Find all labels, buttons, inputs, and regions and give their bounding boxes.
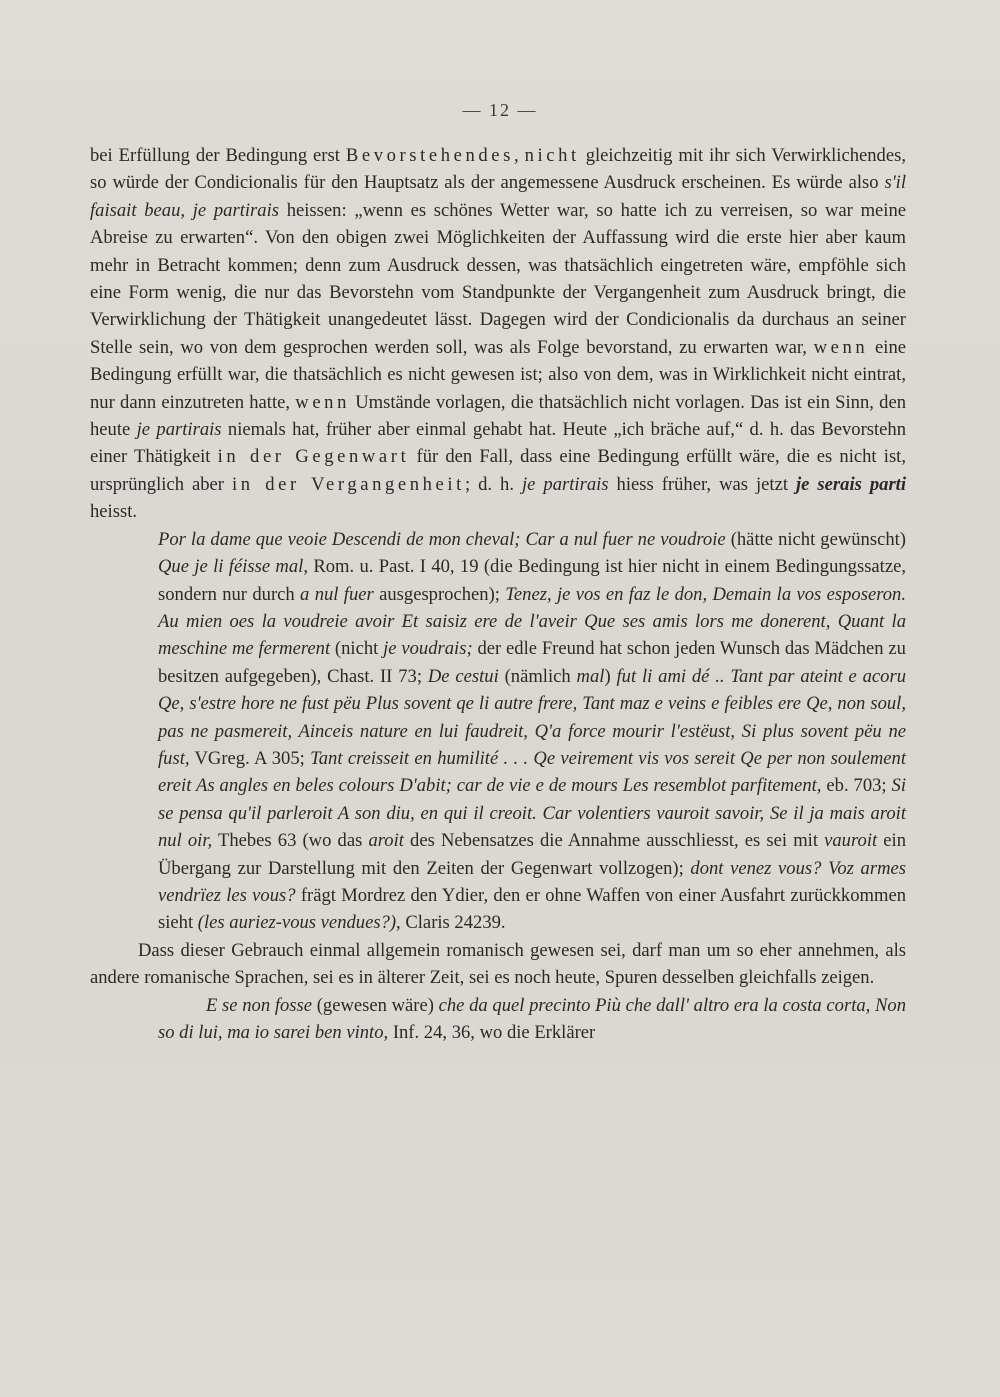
text-run: Claris 24239. — [400, 912, 506, 934]
italic-quotation: Si se pensa qu'il parleroit A son diu, en qui il creoit. Car volentiers vauroit savoir, Se il ja mais aroit nul oir, — [158, 775, 906, 852]
text-run: frägt Mordrez den Ydier, den er ohne Waffen von einer Ausfahrt zurückkommen sieht — [158, 884, 906, 934]
text-run: Thebes 63 (wo das — [212, 830, 369, 852]
italic-quotation: che da quel precinto Più che dall' altro era la costa corta, Non so di lui, ma io sarei ben vinto, — [158, 994, 906, 1043]
spaced-emphasis: Bevorstehendes — [345, 145, 514, 166]
text-run: Dass dieser Gebrauch einmal allgemein romanisch gewesen sei, darf man um so eher annehmen, als andere romanische Sprachen, sei es in älterer Zeit, sei es noch heute, Spuren desselben gleichfalls zeigen. — [90, 939, 906, 989]
body-paragraph — [90, 142, 906, 526]
italic-quotation: je partirais — [136, 419, 222, 441]
text-run: des Nebensatzes die Annahme ausschliesst, es sei mit — [403, 830, 825, 852]
spaced-emphasis: wenn — [295, 391, 350, 413]
example-paragraph — [158, 992, 906, 1047]
spaced-emphasis: wenn — [813, 336, 869, 358]
text-run: , — [513, 145, 525, 166]
text-run: (nämlich — [498, 665, 577, 687]
text-run: Rom. u. Past. I 40, 19 (die Bedingung ist hier nicht in einem Bedingungssatze, sondern nur durch — [158, 556, 907, 605]
main-text — [90, 142, 906, 1046]
text-run: ausgesprochen); — [373, 583, 506, 605]
example-paragraph — [158, 526, 906, 937]
italic-quotation: E se non fosse — [206, 994, 313, 1016]
text-run: hiess früher, was jetzt — [608, 473, 796, 495]
text-run: bei Erfüllung der Bedingung erst — [90, 145, 346, 166]
text-run: Inf. 24, 36, wo die Erklärer — [388, 1022, 596, 1043]
text-run: eb. 703; — [821, 775, 892, 797]
italic-quotation: (les auriez-vous vendues?), — [197, 912, 401, 934]
text-run: der edle Freund hat schon jeden Wunsch das Mädchen zu besitzen aufgegeben), Chast. II 73; — [158, 638, 906, 687]
italic-quotation: s'il faisait beau, je partirais — [90, 172, 906, 221]
spaced-emphasis: in der Gegenwart — [217, 446, 410, 468]
spaced-emphasis: nicht — [524, 145, 580, 166]
text-run: heissen: „wenn es schönes Wetter war, so hatte ich zu verreisen, so war meine Abreise zu erwarten“. Von den obigen zwei Möglichkeiten der Auffassung wird die erste hier aber kaum mehr in Betracht kommen; denn zum Ausdruck dessen, was thatsächlich eingetreten wäre, empföhle sich eine Form wenig, die nur das Bevorstehn vom Standpunkte der Vergangenheit zum Ausdruck bringt, die Verwirklichung der Thätigkeit unangedeutet lässt. Dagegen wird der Condicionalis da durchaus an seiner Stelle sein, wo von dem gesprochen werden soll, was als Folge bevorstand, zu erwarten war, — [90, 199, 907, 358]
text-run: niemals hat, früher aber einmal gehabt hat. Heute „ich bräche auf,“ d. h. das Bevorstehn einer Thätigkeit — [90, 419, 907, 468]
text-run: VGreg. A 305; — [189, 747, 311, 769]
italic-quotation: a nul fuer — [300, 583, 374, 605]
text-run: (hätte nicht gewünscht) — [725, 528, 907, 550]
text-run: gleichzeitig mit ihr sich Verwirklichendes, so würde der Condicionalis für den Hauptsatz als der angemessene Ausdruck erscheinen. Es würde also — [90, 145, 906, 194]
text-run: heisst. — [90, 501, 138, 523]
text-run: ; d. h. — [464, 473, 523, 495]
italic-quotation: Que je li féisse mal, — [158, 556, 308, 578]
text-run: (gewesen wäre) — [312, 994, 439, 1016]
italic-quotation: Tant creisseit en humilité . . . Qe veirement vis vos sereit Qe per non soulement ereit As angles en beles colours D'abit; car de vie e de mours Les resemblot parfitement, — [158, 747, 906, 797]
spaced-emphasis: in der Vergangenheit — [232, 473, 465, 495]
italic-quotation: mal — [576, 665, 605, 687]
italic-quotation: Por la dame que veoie Descendi de mon cheval; Car a nul fuer ne voudroie — [158, 528, 726, 550]
bold-emphasis: je serais parti — [796, 473, 907, 495]
text-run: ) — [604, 665, 617, 687]
italic-quotation: je partirais — [522, 473, 609, 495]
text-run: (nicht — [330, 638, 384, 660]
italic-quotation: vauroit — [824, 830, 878, 852]
italic-quotation: fut li ami dé .. Tant par ateint e acoru Qe, s'estre hore ne fust pëu Plus sovent qe li autre frere, Tant maz e veins e feibles ere Qe, non soul, pas ne pasmereit, Ainceis nature en lui faudreit, Q'a force mourir l'estëust, Si plus sovent pëu ne fust, — [158, 665, 907, 769]
italic-quotation: aroit — [368, 830, 404, 852]
text-run: eine Bedingung erfüllt war, die thatsächlich es nicht gewesen ist; also von dem, was in Wirklichkeit nicht eintrat, nur dann einzutreten hatte, — [90, 336, 906, 413]
text-run: ein Übergang zur Darstellung mit den Zeiten der Gegenwart vollzogen); — [158, 830, 906, 879]
page-number: — 12 — — [462, 100, 538, 120]
text-run: Umstände vorlagen, die thatsächlich nicht vorlagen. Das ist ein Sinn, den heute — [90, 391, 906, 441]
italic-quotation: je voudrais; — [383, 638, 473, 660]
text-run: für den Fall, dass eine Bedingung erfüllt wäre, die es nicht ist, ursprünglich aber — [90, 446, 906, 495]
body-paragraph — [90, 937, 906, 992]
italic-quotation: De cestui — [427, 665, 499, 687]
italic-quotation: dont venez vous? Voz armes vendrïez les vous? — [158, 857, 906, 906]
italic-quotation: Tenez, je vos en faz le don, Demain la vos esposeron. Au mien oes la voudreie avoir Et saisiz ere de l'aveir Que ses amis lors me donerent, Quant la meschine me fermerent — [158, 583, 906, 660]
